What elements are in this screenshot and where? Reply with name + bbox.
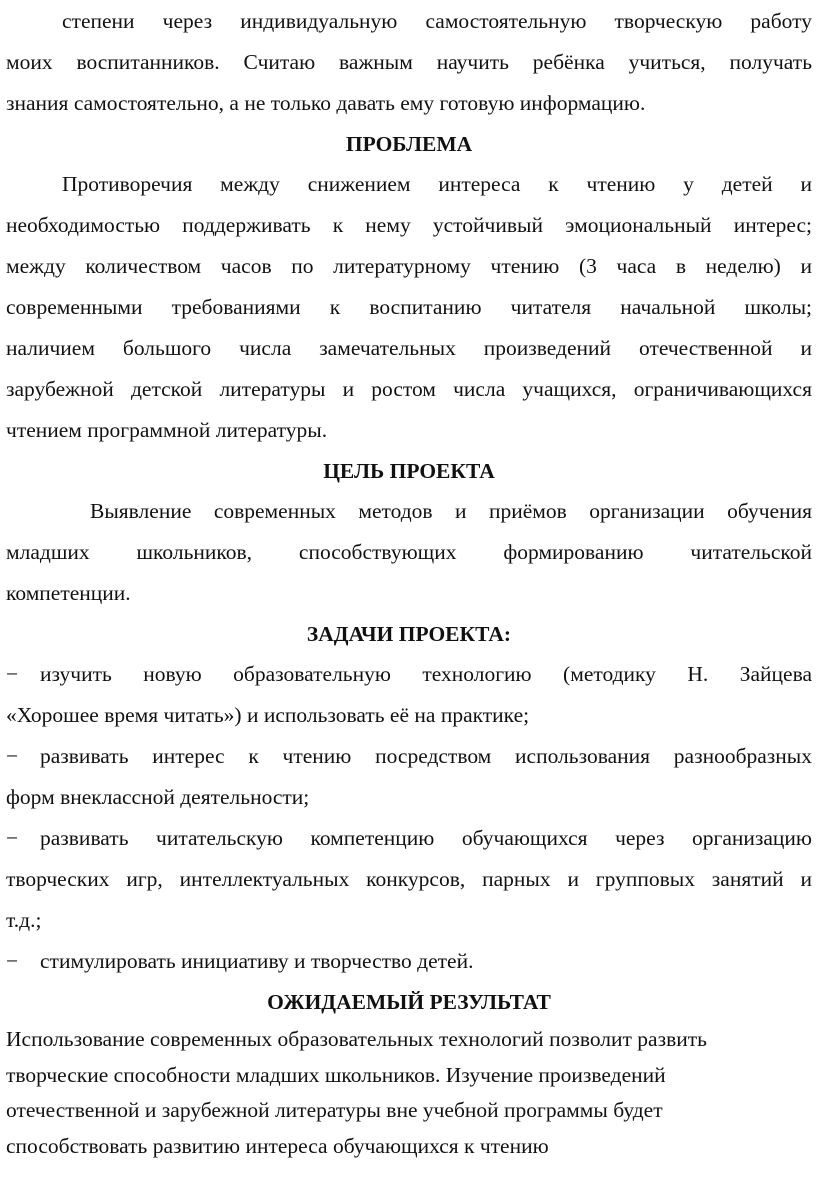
problem-section [6, 124, 812, 451]
task-line: изучить новую образовательную технологию (методику Н. Зайцева [40, 662, 812, 686]
problem-line: современными требованиями к воспитанию читателя начальной школы; [6, 295, 812, 319]
task-item [6, 941, 812, 982]
tasks-section [6, 614, 812, 982]
problem-line: Противоречия между снижением интереса к чтению у детей и [62, 172, 812, 196]
goal-heading: ЦЕЛЬ ПРОЕКТА [323, 459, 495, 483]
task-line: творческих игр, интеллектуальных конкурсов, парных и групповых занятий и [6, 867, 812, 891]
intro-line: моих воспитанников. Считаю важным научить ребёнка учиться, получать [6, 50, 812, 74]
problem-line: между количеством часов по литературному чтению (3 часа в неделю) и [6, 254, 812, 278]
task-item [6, 818, 812, 941]
result-heading: ОЖИДАЕМЫЙ РЕЗУЛЬТАТ [267, 990, 551, 1014]
intro-paragraph [6, 0, 812, 124]
goal-line: младших школьников, способствующих формированию читательской [6, 540, 812, 564]
result-line: творческие способности младших школьников. Изучение произведений [6, 1062, 666, 1087]
goal-section [6, 451, 812, 614]
problem-heading: ПРОБЛЕМА [345, 132, 473, 156]
task-item [6, 654, 812, 736]
problem-line: наличием большого числа замечательных произведений отечественной и [6, 336, 812, 360]
intro-line: степени через индивидуальную самостоятельную творческую работу [62, 9, 812, 33]
tasks-heading: ЗАДАЧИ ПРОЕКТА: [306, 622, 512, 646]
task-line: форм внеклассной деятельности; [6, 785, 310, 809]
dash-bullet-icon: − [6, 744, 19, 768]
task-line: развивать читательскую компетенцию обучающихся через организацию [40, 826, 812, 850]
task-item [6, 736, 812, 818]
goal-line: Выявление современных методов и приёмов организации обучения [90, 499, 812, 523]
dash-bullet-icon: − [6, 826, 19, 850]
dash-bullet-icon: − [6, 949, 19, 973]
problem-line: зарубежной детской литературы и ростом числа учащихся, ограничивающихся [6, 377, 812, 401]
result-line: способствовать развитию интереса обучающихся к чтению [6, 1133, 549, 1158]
intro-line: знания самостоятельно, а не только давать ему готовую информацию. [6, 91, 646, 115]
problem-line: необходимостью поддерживать к нему устойчивый эмоциональный интерес; [6, 213, 812, 237]
task-line: развивать интерес к чтению посредством использования разнообразных [40, 744, 812, 768]
problem-line: чтением программной литературы. [6, 418, 328, 442]
result-section [6, 982, 812, 1164]
dash-bullet-icon: − [6, 662, 19, 686]
goal-line: компетенции. [6, 581, 131, 605]
document-page [6, 0, 812, 1164]
task-line: стимулировать инициативу и творчество детей. [40, 949, 474, 973]
result-line: отечественной и зарубежной литературы вне учебной программы будет [6, 1098, 663, 1122]
task-line: т.д.; [6, 908, 42, 932]
result-line: Использование современных образовательных технологий позволит развить [6, 1027, 707, 1051]
task-line: «Хорошее время читать») и использовать её на практике; [6, 703, 530, 727]
